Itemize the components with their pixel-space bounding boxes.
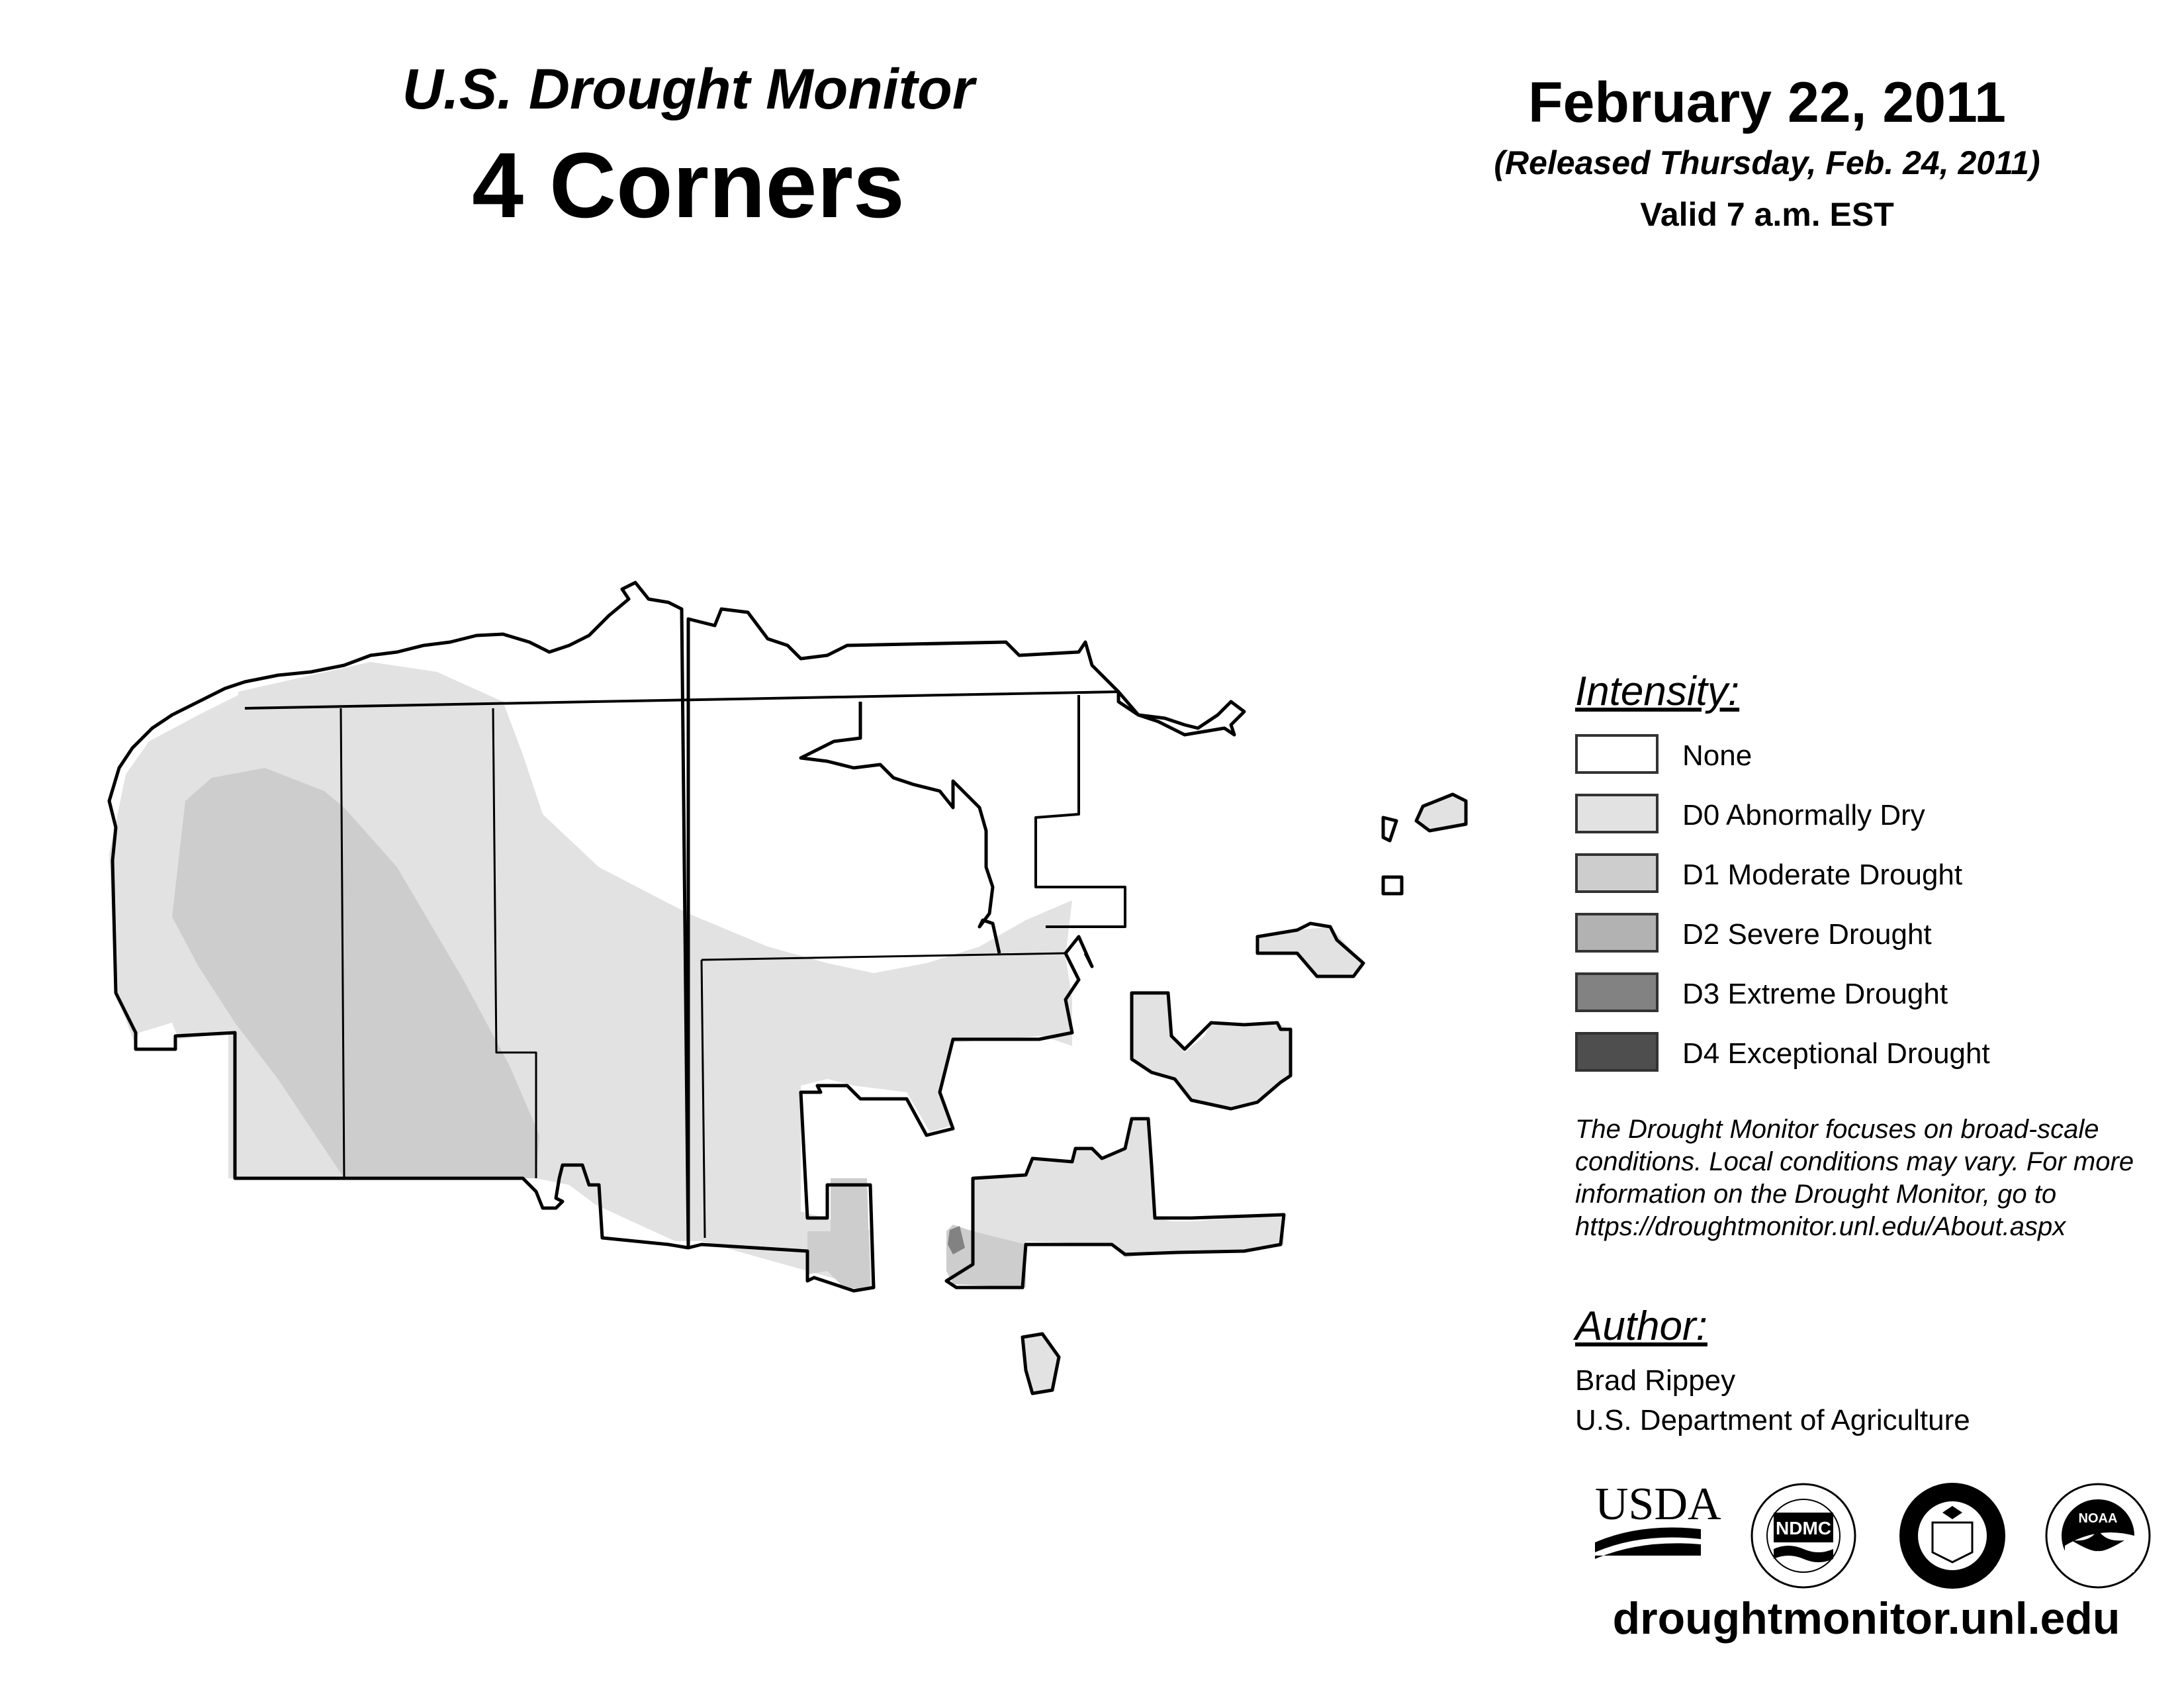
boundary-east-island-4	[1383, 877, 1402, 894]
release-date: (Released Thursday, Feb. 24, 2011)	[1494, 144, 2040, 181]
legend-label: D1 Moderate Drought	[1682, 859, 1963, 891]
map-date: February 22, 2011	[1528, 71, 2006, 134]
legend-item-d4	[1575, 1032, 2171, 1092]
legend-label: None	[1682, 739, 1752, 772]
legend-label: D3 Extreme Drought	[1682, 978, 1948, 1010]
legend-swatch-d2	[1575, 913, 1659, 953]
legend-item-d1	[1575, 853, 2171, 913]
legend-swatch-d4	[1575, 1032, 1659, 1072]
legend	[1575, 665, 2171, 1092]
legend-title: Intensity:	[1575, 669, 1740, 714]
disclaimer-note	[1575, 1113, 2184, 1243]
note-link[interactable]: https://droughtmonitor.unl.edu/About.aspx	[1575, 1212, 2066, 1241]
usda-logo	[1595, 1479, 1721, 1559]
usda-logo-text: USDA	[1595, 1479, 1721, 1530]
legend-swatch-d1	[1575, 853, 1659, 893]
note-line: conditions. Local conditions may vary. For more	[1575, 1147, 2134, 1176]
author-organization: U.S. Department of Agriculture	[1575, 1404, 1970, 1436]
doc-logo	[1899, 1483, 2005, 1589]
legend-label: D4 Exceptional Drought	[1682, 1037, 1990, 1070]
author-name: Brad Rippey	[1575, 1364, 1736, 1397]
valid-time: Valid 7 a.m. EST	[1640, 196, 1894, 233]
ndmc-logo-text: NDMC	[1776, 1518, 1831, 1538]
ndmc-logo	[1752, 1484, 1855, 1587]
legend-items	[1575, 734, 2171, 1092]
boundary-north-central-interior	[801, 702, 999, 953]
legend-item-d3	[1575, 972, 2171, 1032]
legend-swatch-none	[1575, 734, 1659, 774]
legend-swatch-d3	[1575, 972, 1659, 1012]
note-line: information on the Drought Monitor, go to	[1575, 1180, 2057, 1209]
legend-swatch-d0	[1575, 794, 1659, 833]
map-title: U.S. Drought Monitor	[402, 58, 975, 121]
legend-label: D2 Severe Drought	[1682, 918, 1932, 951]
boundary-north-east-inner	[1036, 695, 1125, 927]
date-block	[1443, 66, 2091, 236]
noaa-logo	[2046, 1484, 2150, 1587]
author-title: Author:	[1575, 1303, 1707, 1349]
legend-item-d2	[1575, 913, 2171, 972]
legend-label: D0 Abnormally Dry	[1682, 799, 1925, 831]
legend-item-d0	[1575, 794, 2171, 853]
noaa-logo-text: NOAA	[2078, 1511, 2118, 1526]
note-line: The Drought Monitor focuses on broad-scale	[1575, 1115, 2099, 1144]
partner-logos	[1582, 1466, 2177, 1599]
region-name: 4 Corners	[472, 133, 905, 237]
site-url[interactable]: droughtmonitor.unl.edu	[1612, 1593, 2120, 1644]
boundary-east-island-3	[1383, 818, 1396, 841]
map-fill-layer	[109, 662, 1466, 1393]
legend-item-none	[1575, 734, 2171, 794]
d0-area-east	[1132, 993, 1291, 1109]
